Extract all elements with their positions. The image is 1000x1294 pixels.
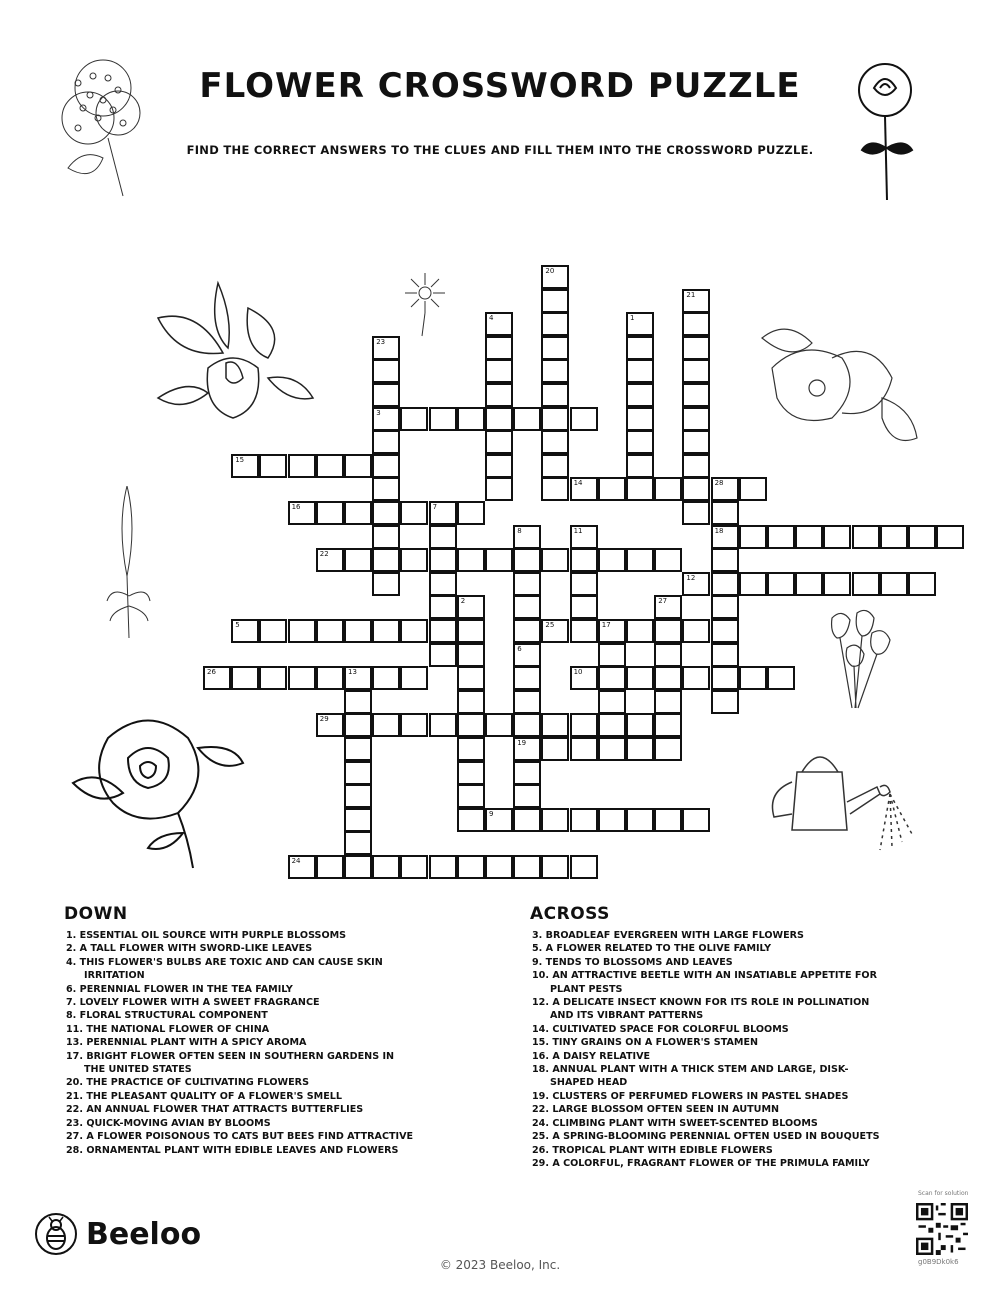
clue-number: 4 (489, 314, 494, 323)
crossword-cell[interactable] (654, 666, 682, 690)
crossword-cell[interactable] (316, 619, 344, 643)
crossword-cell[interactable] (429, 525, 457, 549)
crossword-cell[interactable] (570, 548, 598, 572)
crossword-cell[interactable] (513, 690, 541, 714)
crossword-cell[interactable] (457, 643, 485, 667)
crossword-cell[interactable] (231, 666, 259, 690)
clue-number: 24 (291, 857, 301, 865)
crossword-cell[interactable] (513, 619, 541, 643)
crossword-cell[interactable] (852, 525, 880, 549)
crossword-cell[interactable] (711, 525, 739, 549)
crossword-cell[interactable] (626, 713, 654, 737)
crossword-cell[interactable] (457, 619, 485, 643)
crossword-cell[interactable] (654, 548, 682, 572)
across-clue: 5. A FLOWER RELATED TO THE OLIVE FAMILY (532, 943, 772, 955)
crossword-cell[interactable] (739, 572, 767, 596)
across-clue: 16. A DAISY RELATIVE (532, 1050, 651, 1062)
crossword-cell[interactable] (457, 407, 485, 431)
crossword-cell[interactable] (570, 525, 598, 549)
crossword-cell[interactable] (316, 855, 344, 879)
crossword-cell[interactable] (654, 690, 682, 714)
down-clue: 22. AN ANNUAL FLOWER THAT ATTRACTS BUTTERFLIES (66, 1104, 364, 1116)
crossword-cell[interactable] (429, 643, 457, 667)
down-clue: 27. A FLOWER POISONOUS TO CATS BUT BEES FIND ATTRACTIVE (66, 1131, 414, 1143)
crossword-cell[interactable] (316, 713, 344, 737)
crossword-cell[interactable] (541, 477, 569, 501)
down-clue: 2. A TALL FLOWER WITH SWORD-LIKE LEAVES (66, 943, 313, 955)
crossword-cell[interactable] (513, 761, 541, 785)
crossword-cell[interactable] (344, 831, 372, 855)
crossword-cell[interactable] (682, 383, 710, 407)
crossword-cell[interactable] (372, 713, 400, 737)
crossword-cell[interactable] (288, 666, 316, 690)
crossword-cell[interactable] (288, 855, 316, 879)
crossword-cell[interactable] (429, 855, 457, 879)
across-clue: 29. A COLORFUL, FRAGRANT FLOWER OF THE PRIMULA FAMILY (532, 1157, 870, 1169)
across-clue: 24. CLIMBING PLANT WITH SWEET-SCENTED BLOOMS (532, 1117, 818, 1129)
crossword-cell[interactable] (541, 336, 569, 360)
clue-number: 7 (432, 503, 438, 511)
crossword-cell[interactable] (400, 548, 428, 572)
crossword-cell[interactable] (541, 855, 569, 879)
crossword-cell[interactable] (626, 336, 654, 360)
crossword-cell[interactable] (654, 808, 682, 832)
across-clue: 25. A SPRING-BLOOMING PERENNIAL OFTEN USED IN BOUQUETS (532, 1131, 880, 1143)
crossword-cell[interactable] (541, 808, 569, 832)
crossword-cell[interactable] (682, 454, 710, 478)
crossword-cell[interactable] (682, 430, 710, 454)
crossword-cell[interactable] (711, 690, 739, 714)
crossword-cell[interactable] (344, 666, 372, 690)
crossword-cell[interactable] (541, 407, 569, 431)
crossword-cell[interactable] (344, 619, 372, 643)
crossword-cell[interactable] (485, 855, 513, 879)
crossword-cell[interactable] (852, 572, 880, 596)
crossword-cell[interactable] (541, 265, 569, 289)
crossword-cell[interactable] (626, 407, 654, 431)
crossword-cell[interactable] (457, 501, 485, 525)
crossword-cell[interactable] (372, 336, 400, 360)
crossword-cell[interactable] (823, 572, 851, 596)
crossword-cell[interactable] (429, 407, 457, 431)
clue-number: 29 (319, 715, 329, 724)
crossword-cell[interactable] (485, 383, 513, 407)
crossword-cell[interactable] (654, 713, 682, 737)
crossword-cell[interactable] (485, 454, 513, 478)
crossword-cell[interactable] (513, 784, 541, 808)
clue-number: 18 (714, 526, 724, 535)
down-clue: 17. BRIGHT FLOWER OFTEN SEEN IN SOUTHERN GARDENS IN THE UNITED STATES (66, 1050, 395, 1076)
crossword-cell[interactable] (400, 666, 428, 690)
crossword-cell[interactable] (485, 336, 513, 360)
crossword-cell[interactable] (570, 572, 598, 596)
crossword-cell[interactable] (626, 808, 654, 832)
clue-number: 12 (686, 573, 696, 582)
across-clue: 10. AN ATTRACTIVE BEETLE WITH AN INSATIABLE APPETITE FOR PLANT PESTS (532, 970, 877, 995)
crossword-cell[interactable] (570, 477, 598, 501)
crossword-cell[interactable] (711, 595, 739, 619)
down-clue: 28. ORNAMENTAL PLANT WITH EDIBLE LEAVES AND FLOWERS (66, 1144, 399, 1156)
crossword-cell[interactable] (457, 784, 485, 808)
crossword-cell[interactable] (541, 359, 569, 383)
crossword-cell[interactable] (372, 619, 400, 643)
crossword-cell[interactable] (767, 666, 795, 690)
crossword-cell[interactable] (288, 501, 316, 525)
crossword-cell[interactable] (513, 407, 541, 431)
crossword-cell[interactable] (513, 737, 541, 761)
crossword-cell[interactable] (541, 548, 569, 572)
crossword-cell[interactable] (344, 501, 372, 525)
crossword-cell[interactable] (711, 619, 739, 643)
crossword-cell[interactable] (485, 477, 513, 501)
crossword-cell[interactable] (626, 383, 654, 407)
crossword-cell[interactable] (372, 454, 400, 478)
across-clue: 26. TROPICAL PLANT WITH EDIBLE FLOWERS (532, 1144, 773, 1156)
crossword-cell[interactable] (316, 454, 344, 478)
crossword-cell[interactable] (429, 595, 457, 619)
crossword-cell[interactable] (795, 525, 823, 549)
crossword-cell[interactable] (598, 666, 626, 690)
across-clue: 9. TENDS TO BLOSSOMS AND LEAVES (532, 956, 733, 968)
clue-number: 5 (235, 621, 240, 629)
clue-number: 15 (235, 455, 245, 464)
copyright-text: © 2023 Beeloo, Inc. (439, 1258, 561, 1272)
crossword-cell[interactable] (372, 501, 400, 525)
down-clue: 11. THE NATIONAL FLOWER OF CHINA (66, 1023, 270, 1035)
crossword-cell[interactable] (570, 595, 598, 619)
crossword-cell[interactable] (400, 501, 428, 525)
crossword-cell[interactable] (598, 690, 626, 714)
crossword-cell[interactable] (372, 407, 400, 431)
crossword-cell[interactable] (372, 477, 400, 501)
crossword-cell[interactable] (626, 477, 654, 501)
clue-number: 23 (376, 337, 386, 346)
across-clue: 15. TINY GRAINS ON A FLOWER'S STAMEN (532, 1037, 759, 1049)
down-clue: 23. QUICK-MOVING AVIAN BY BLOOMS (66, 1117, 271, 1129)
crossword-cell[interactable] (400, 855, 428, 879)
crossword-cell[interactable] (485, 548, 513, 572)
crossword-cell[interactable] (485, 407, 513, 431)
crossword-cell[interactable] (682, 619, 710, 643)
crossword-cell[interactable] (626, 619, 654, 643)
crossword-cell[interactable] (711, 477, 739, 501)
crossword-cell[interactable] (682, 312, 710, 336)
down-clue: 13. PERENNIAL PLANT WITH A SPICY AROMA (66, 1037, 307, 1049)
crossword-cell[interactable] (626, 430, 654, 454)
crossword-cell[interactable] (316, 501, 344, 525)
crossword-cell[interactable] (654, 737, 682, 761)
crossword-cell[interactable] (541, 289, 569, 313)
crossword-cell[interactable] (739, 477, 767, 501)
crossword-cell[interactable] (880, 525, 908, 549)
down-clue: 6. PERENNIAL FLOWER IN THE TEA FAMILY (66, 983, 293, 995)
crossword-cell[interactable] (372, 359, 400, 383)
crossword-cell[interactable] (429, 501, 457, 525)
crossword-cell[interactable] (654, 619, 682, 643)
crossword-cell[interactable] (513, 643, 541, 667)
crossword-cell[interactable] (513, 548, 541, 572)
across-clue: 3. BROADLEAF EVERGREEN WITH LARGE FLOWERS (532, 930, 804, 941)
clue-number: 19 (517, 739, 527, 747)
crossword-cell[interactable] (541, 430, 569, 454)
down-clue: 8. FLORAL STRUCTURAL COMPONENT (66, 1010, 268, 1022)
crossword-cell[interactable] (485, 359, 513, 383)
crossword-cell[interactable] (880, 572, 908, 596)
crossword-cell[interactable] (513, 572, 541, 596)
brand-logo (34, 1212, 201, 1256)
crossword-cell[interactable] (429, 713, 457, 737)
clue-number: 6 (517, 644, 522, 653)
crossword-cell[interactable] (513, 713, 541, 737)
crossword-cell[interactable] (485, 430, 513, 454)
crossword-cell[interactable] (682, 289, 710, 313)
crossword-cell[interactable] (344, 548, 372, 572)
crossword-cell[interactable] (654, 477, 682, 501)
crossword-cell[interactable] (936, 525, 964, 549)
crossword-cell[interactable] (541, 713, 569, 737)
page-title: FLOWER CROSSWORD PUZZLE (199, 66, 801, 106)
crossword-cell[interactable] (513, 808, 541, 832)
down-clue: 4. THIS FLOWER'S BULBS ARE TOXIC AND CAN CAUSE SKIN IRRITATION (66, 956, 383, 982)
clue-number: 21 (686, 290, 696, 299)
crossword-cell[interactable] (570, 666, 598, 690)
crossword-cell[interactable] (288, 619, 316, 643)
crossword-cell[interactable] (739, 666, 767, 690)
crossword-cell[interactable] (231, 619, 259, 643)
crossword-cell[interactable] (682, 477, 710, 501)
crossword-cell[interactable] (400, 407, 428, 431)
down-clue: 1. ESSENTIAL OIL SOURCE WITH PURPLE BLOSSOMS (66, 930, 347, 941)
clue-number: 25 (545, 621, 555, 629)
clue-number: 14 (573, 479, 583, 488)
crossword-cell[interactable] (570, 713, 598, 737)
crossword-cell[interactable] (344, 713, 372, 737)
clue-number: 27 (658, 597, 668, 606)
crossword-cell[interactable] (598, 619, 626, 643)
crossword-cell[interactable] (316, 548, 344, 572)
qr-code-text: g0B9Dk0k6 (918, 1258, 959, 1266)
crossword-cell[interactable] (372, 525, 400, 549)
crossword-cell[interactable] (457, 713, 485, 737)
crossword-cell[interactable] (400, 619, 428, 643)
clue-number: 22 (319, 550, 329, 559)
crossword-cell[interactable] (711, 501, 739, 525)
crossword-cell[interactable] (541, 312, 569, 336)
crossword-cell[interactable] (259, 619, 287, 643)
crossword-cell[interactable] (541, 737, 569, 761)
crossword-cell[interactable] (457, 855, 485, 879)
crossword-cell[interactable] (570, 737, 598, 761)
down-heading: DOWN (64, 904, 128, 924)
crossword-cell[interactable] (485, 808, 513, 832)
crossword-cell[interactable] (231, 454, 259, 478)
clue-number: 8 (517, 526, 522, 535)
crossword-cell[interactable] (203, 666, 231, 690)
clue-number: 26 (207, 668, 216, 677)
crossword-cell[interactable] (485, 713, 513, 737)
crossword-cell[interactable] (682, 666, 710, 690)
across-clue: 19. CLUSTERS OF PERFUMED FLOWERS IN PASTEL SHADES (532, 1090, 849, 1102)
crossword-cell[interactable] (288, 454, 316, 478)
crossword-cell[interactable] (654, 643, 682, 667)
across-clue: 22. LARGE BLOSSOM OFTEN SEEN IN AUTUMN (532, 1104, 780, 1116)
crossword-cell[interactable] (513, 525, 541, 549)
bee-logo-icon (34, 1212, 78, 1256)
clue-number: 11 (573, 526, 583, 535)
crossword-cell[interactable] (541, 619, 569, 643)
crossword-cell[interactable] (429, 548, 457, 572)
crossword-cell[interactable] (682, 407, 710, 431)
crossword-cell[interactable] (372, 430, 400, 454)
crossword-cell[interactable] (429, 572, 457, 596)
clue-number: 3 (376, 408, 381, 417)
crossword-cell[interactable] (711, 572, 739, 596)
crossword-cell[interactable] (513, 666, 541, 690)
clue-number: 16 (291, 503, 301, 511)
crossword-cell[interactable] (400, 713, 428, 737)
crossword-cell[interactable] (908, 572, 936, 596)
crossword-cell[interactable] (767, 572, 795, 596)
crossword-cell[interactable] (541, 383, 569, 407)
crossword-cell[interactable] (344, 761, 372, 785)
clue-number: 28 (714, 479, 724, 488)
down-clue: 7. LOVELY FLOWER WITH A SWEET FRAGRANCE (66, 997, 320, 1009)
crossword-cell[interactable] (570, 808, 598, 832)
crossword-cell[interactable] (344, 690, 372, 714)
crossword-cell[interactable] (682, 572, 710, 596)
crossword-cell[interactable] (372, 383, 400, 407)
crossword-cell[interactable] (372, 666, 400, 690)
qr-caption: Scan for solution (918, 1190, 969, 1197)
crossword-cell[interactable] (626, 548, 654, 572)
crossword-cell[interactable] (795, 572, 823, 596)
crossword-cell[interactable] (485, 312, 513, 336)
crossword-cell[interactable] (598, 548, 626, 572)
crossword-cell[interactable] (682, 359, 710, 383)
crossword-cell[interactable] (570, 855, 598, 879)
crossword-cell[interactable] (626, 737, 654, 761)
crossword-cell[interactable] (711, 548, 739, 572)
crossword-cell[interactable] (372, 855, 400, 879)
brand-name: Beeloo (86, 1216, 202, 1252)
crossword-cell[interactable] (626, 312, 654, 336)
crossword-cell[interactable] (513, 595, 541, 619)
clue-number: 10 (573, 668, 583, 677)
crossword-cell[interactable] (570, 407, 598, 431)
crossword-cell[interactable] (259, 454, 287, 478)
crossword-cell[interactable] (259, 666, 287, 690)
crossword-cell[interactable] (598, 713, 626, 737)
across-clue: 12. A DELICATE INSECT KNOWN FOR ITS ROLE IN POLLINATION AND ITS VIBRANT PATTERNS (532, 997, 870, 1022)
across-clue: 14. CULTIVATED SPACE FOR COLORFUL BLOOMS (532, 1023, 789, 1035)
qr-code-icon[interactable] (916, 1203, 968, 1255)
crossword-cell[interactable] (626, 666, 654, 690)
crossword-cell[interactable] (711, 666, 739, 690)
crossword-cell[interactable] (513, 855, 541, 879)
crossword-cell[interactable] (457, 548, 485, 572)
crossword-cell[interactable] (598, 808, 626, 832)
crossword-cell[interactable] (682, 336, 710, 360)
crossword-cell[interactable] (654, 595, 682, 619)
clue-number: 17 (601, 621, 611, 629)
crossword-cell[interactable] (598, 737, 626, 761)
down-clue: 20. THE PRACTICE OF CULTIVATING FLOWERS (66, 1077, 309, 1089)
down-clue: 21. THE PLEASANT QUALITY OF A FLOWER'S SMELL (66, 1090, 343, 1102)
crossword-cell[interactable] (682, 808, 710, 832)
crossword-cell[interactable] (344, 454, 372, 478)
crossword-cell[interactable] (908, 525, 936, 549)
crossword-cell[interactable] (372, 548, 400, 572)
crossword-cell[interactable] (457, 808, 485, 832)
crossword-cell[interactable] (457, 690, 485, 714)
crossword-cell[interactable] (457, 595, 485, 619)
crossword-cell[interactable] (344, 808, 372, 832)
across-clue-list (532, 929, 892, 1170)
crossword-cell[interactable] (372, 572, 400, 596)
clue-number: 2 (460, 597, 466, 606)
crossword-cell[interactable] (457, 737, 485, 761)
clue-number: 9 (489, 809, 494, 818)
crossword-cell[interactable] (626, 454, 654, 478)
down-clue-list (66, 929, 416, 1157)
crossword-cell[interactable] (598, 477, 626, 501)
across-heading: ACROSS (530, 904, 610, 924)
page-instructions: FIND THE CORRECT ANSWERS TO THE CLUES AND FILL THEM INTO THE CROSSWORD PUZZLE. (186, 143, 814, 157)
clue-number: 13 (348, 668, 357, 677)
crossword-cell[interactable] (570, 619, 598, 643)
across-clue: 18. ANNUAL PLANT WITH A THICK STEM AND LARGE, DISK-SHAPED HEAD (532, 1064, 849, 1089)
crossword-cell[interactable] (457, 666, 485, 690)
crossword-cell[interactable] (541, 454, 569, 478)
crossword-cell[interactable] (767, 525, 795, 549)
crossword-cell[interactable] (344, 737, 372, 761)
crossword-cell[interactable] (344, 855, 372, 879)
clue-number: 20 (545, 267, 555, 275)
crossword-cell[interactable] (739, 525, 767, 549)
clue-number: 1 (630, 314, 635, 323)
crossword-cell[interactable] (626, 359, 654, 383)
crossword-cell[interactable] (457, 761, 485, 785)
crossword-cell[interactable] (682, 501, 710, 525)
crossword-cell[interactable] (316, 666, 344, 690)
crossword-cell[interactable] (823, 525, 851, 549)
crossword-cell[interactable] (598, 643, 626, 667)
crossword-cell[interactable] (429, 619, 457, 643)
crossword-cell[interactable] (711, 643, 739, 667)
crossword-cell[interactable] (344, 784, 372, 808)
